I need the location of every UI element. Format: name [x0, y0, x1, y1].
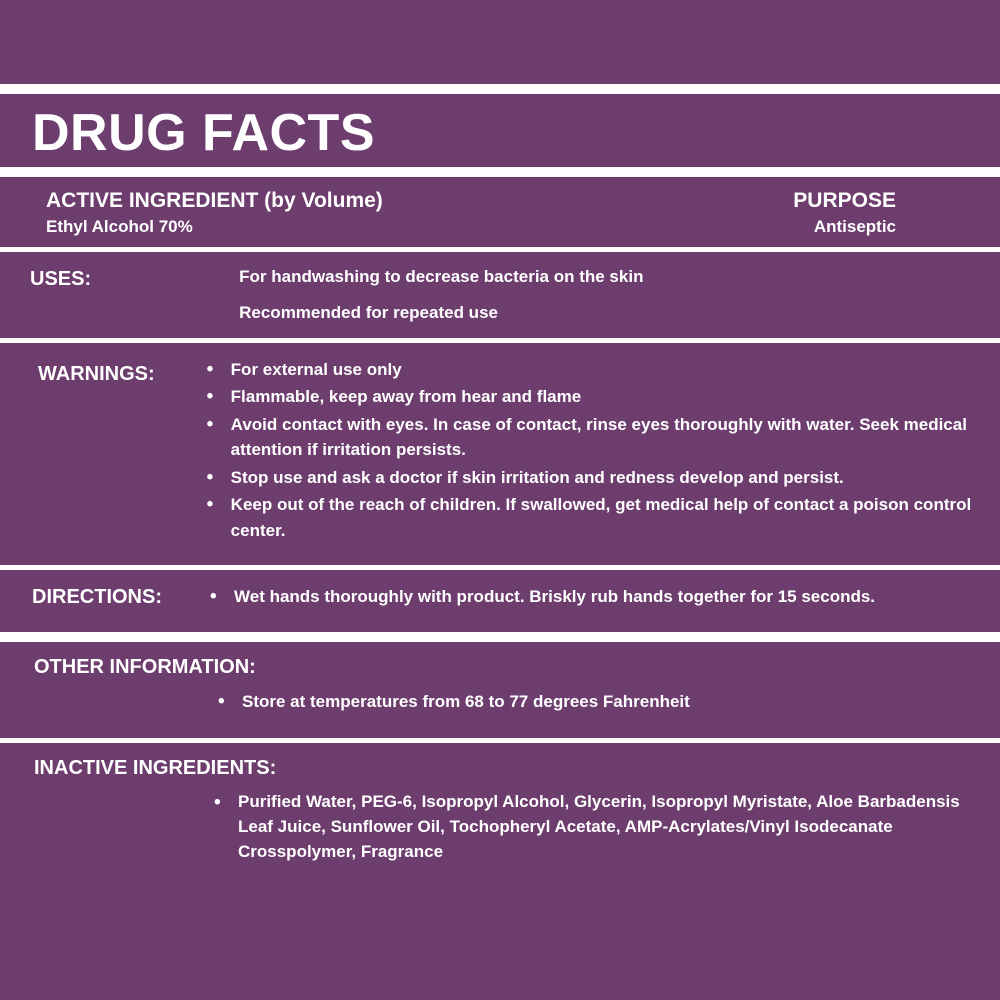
inactive-ingredients-list [198, 790, 974, 864]
top-purple-band [0, 0, 1000, 84]
directions-section [0, 570, 1000, 626]
list-item: • Store at temperatures from 68 to 77 degrees Fahrenheit [238, 689, 974, 715]
warnings-body [155, 357, 974, 546]
list-item: • Flammable, keep away from hear and flame [227, 384, 974, 410]
other-information-section [0, 642, 1000, 733]
purpose-heading: PURPOSE [793, 188, 896, 212]
warnings-heading: WARNINGS: [38, 362, 155, 385]
divider-under-directions [0, 632, 1000, 642]
inactive-ingredients-section [0, 743, 1000, 882]
warnings-list [191, 357, 974, 544]
purpose-value: Antiseptic [813, 216, 896, 236]
list-item: • Wet hands thoroughly with product. Briskly rub hands together for 15 seconds. [230, 584, 974, 610]
inactive-ingredients-heading: INACTIVE INGREDIENTS: [34, 757, 277, 780]
directions-list [194, 584, 974, 610]
other-information-body [34, 689, 974, 715]
active-ingredient-value: Ethyl Alcohol 70% [46, 216, 193, 236]
warnings-section [0, 343, 1000, 560]
active-ingredient-block [46, 189, 383, 237]
page-title: DRUG FACTS [32, 104, 375, 162]
list-item: • For external use only [227, 357, 974, 383]
list-item: • Keep out of the reach of children. If swallowed, get medical help of contact a poison control center. [227, 492, 974, 543]
directions-body [162, 584, 974, 612]
divider-under-title [0, 167, 1000, 177]
uses-line: Recommended for repeated use [239, 302, 498, 322]
other-information-list [202, 689, 974, 715]
directions-heading: DIRECTIONS: [32, 586, 162, 609]
other-information-heading: OTHER INFORMATION: [34, 655, 256, 678]
uses-line: For handwashing to decrease bacteria on the skin [239, 266, 644, 286]
title-block [0, 94, 1000, 167]
list-item: • Avoid contact with eyes. In case of contact, rinse eyes thoroughly with water. Seek medical attention if irritation persists. [227, 412, 974, 463]
divider-top [0, 84, 1000, 94]
purpose-block [793, 189, 974, 237]
uses-section [0, 252, 1000, 338]
active-ingredient-heading: ACTIVE INGREDIENT (by Volume) [46, 188, 383, 212]
uses-body [91, 266, 974, 324]
list-item: • Stop use and ask a doctor if skin irritation and redness develop and persist. [227, 465, 974, 491]
active-ingredient-section [0, 177, 1000, 247]
list-item: • Purified Water, PEG-6, Isopropyl Alcohol, Glycerin, Isopropyl Myristate, Aloe Barbadensis Leaf Juice, Sunflower Oil, Tochopheryl Acetate, AMP-Acrylates/Vinyl Isodecanate Crosspolymer, Fragrance [234, 790, 974, 864]
inactive-ingredients-body [34, 790, 974, 864]
uses-heading: USES: [30, 267, 92, 290]
